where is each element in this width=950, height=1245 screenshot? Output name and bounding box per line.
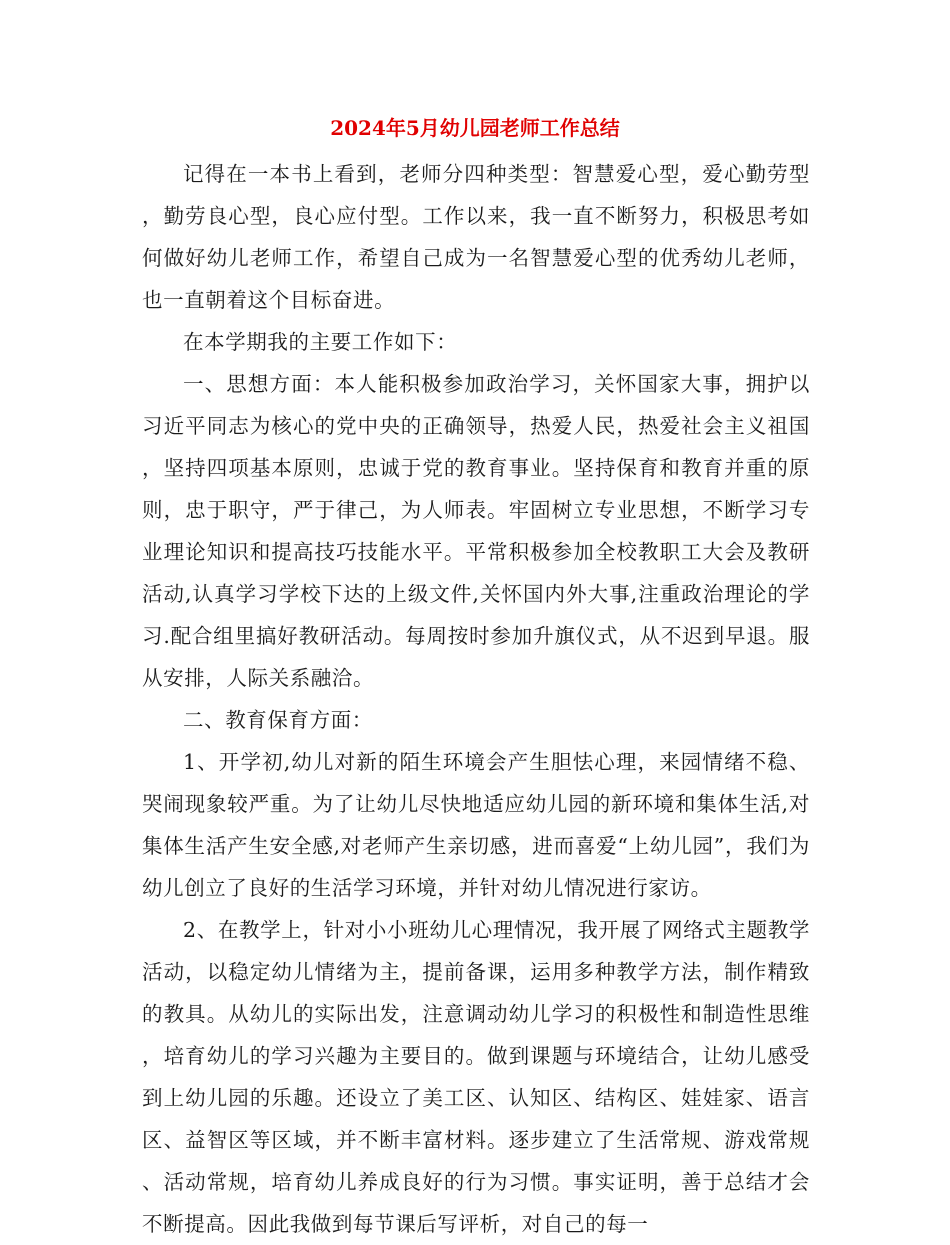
- paragraph-work-overview: 在本学期我的主要工作如下：: [183, 330, 458, 354]
- document-body: [142, 153, 810, 1245]
- paragraph-education-item-1: 1、开学初,幼儿对新的陌生环境会产生胆怯心理，来园情绪不稳、哭闹现象较严重。为了让幼儿尽快地适应幼儿园的新环境和集体生活,对集体生活产生安全感,对老师产生亲切感，进而喜爱“上幼儿园”，我们为幼儿创立了良好的生活学习环境，并针对幼儿情况进行家访。: [142, 750, 810, 900]
- document-title: 2024年5月幼儿园老师工作总结: [330, 116, 620, 140]
- paragraph-education-heading: 二、教育保育方面：: [183, 708, 373, 732]
- paragraph-ideology: 一、思想方面：本人能积极参加政治学习，关怀国家大事，拥护以习近平同志为核心的党中央的正确领导，热爱人民，热爱社会主义祖国，坚持四项基本原则，忠诚于党的教育事业。坚持保育和教育并重的原则，忠于职守，严于律己，为人师表。牢固树立专业思想，不断学习专业理论知识和提高技巧技能水平。平常积极参加全校教职工大会及教研活动,认真学习学校下达的上级文件,关怀国内外大事,注重政治理论的学习.配合组里搞好教研活动。每周按时参加升旗仪式，从不迟到早退。服从安排，人际关系融洽。: [142, 372, 810, 690]
- paragraph-intro: 记得在一本书上看到，老师分四种类型：智慧爱心型，爱心勤劳型，勤劳良心型，良心应付型。工作以来，我一直不断努力，积极思考如何做好幼儿老师工作，希望自己成为一名智慧爱心型的优秀幼儿老师，也一直朝着这个目标奋进。: [142, 162, 810, 312]
- paragraph-education-item-2: 2、在教学上，针对小小班幼儿心理情况，我开展了网络式主题教学活动，以稳定幼儿情绪为主，提前备课，运用多种教学方法，制作精致的教具。从幼儿的实际出发，注意调动幼儿学习的积极性和制造性思维，培育幼儿的学习兴趣为主要目的。做到课题与环境结合，让幼儿感受到上幼儿园的乐趣。还设立了美工区、认知区、结构区、娃娃家、语言区、益智区等区域，并不断丰富材料。逐步建立了生活常规、游戏常规、活动常规，培育幼儿养成良好的行为习惯。事实证明，善于总结才会不断提高。因此我做到每节课后写评析，对自己的每一: [142, 918, 810, 1236]
